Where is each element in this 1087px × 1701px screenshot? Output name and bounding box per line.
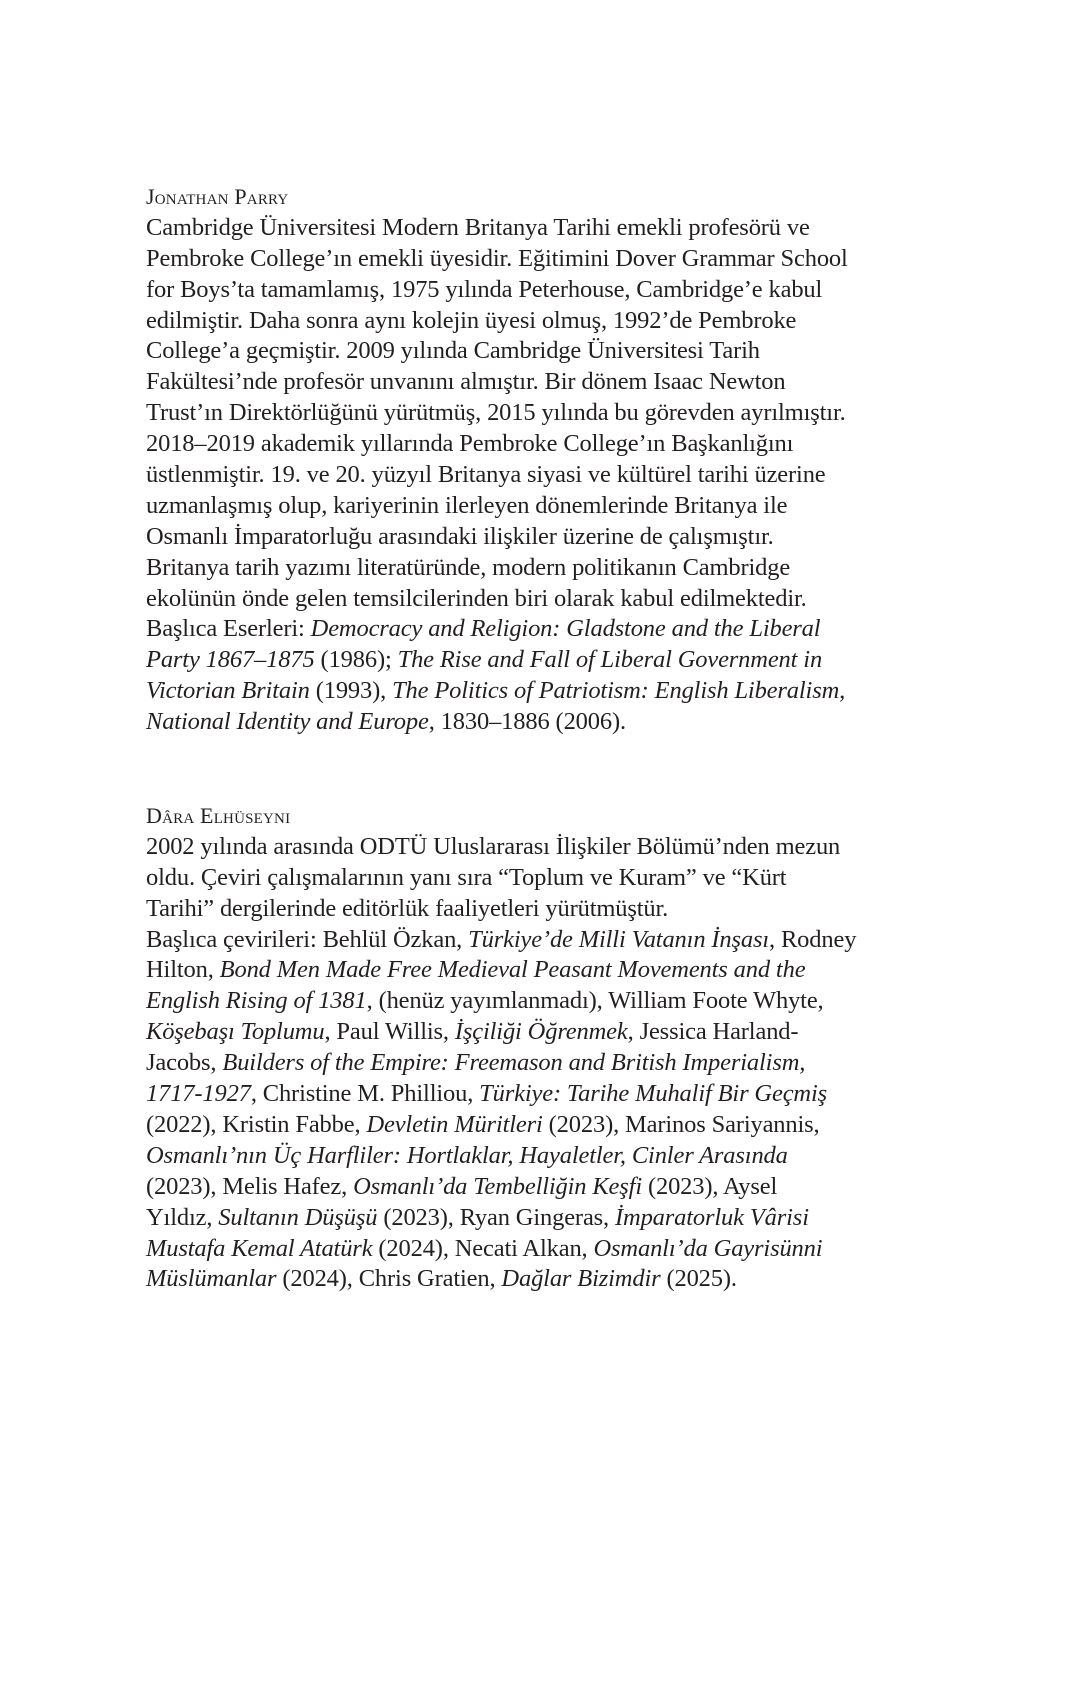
text-run: , Rodney — [769, 925, 857, 953]
text-run: (1993), — [309, 677, 393, 705]
text-run: Tarihi” dergilerinde editörlük faaliyetleri yürütmüştür. — [146, 894, 669, 922]
text-run: 2002 yılında arasında ODTÜ Uluslararası İlişkiler Bölümü’nden mezun — [146, 832, 841, 860]
bio-dara-elhuseyni — [146, 801, 906, 1295]
text-line — [146, 676, 906, 707]
text-line — [146, 244, 906, 275]
text-line — [146, 460, 906, 491]
text-run: (2023), Aysel — [641, 1172, 778, 1200]
text-line — [146, 1017, 906, 1048]
text-run: (2022), Kristin Fabbe, — [146, 1110, 367, 1138]
text-run: Hilton, — [146, 956, 220, 984]
book-title: Mustafa Kemal Atatürk — [146, 1234, 373, 1262]
text-run: (2023), Melis Hafez, — [146, 1172, 354, 1200]
page-body — [146, 182, 906, 1295]
text-run: , Christine M. Philliou, — [250, 1080, 480, 1108]
book-title: Türkiye’de Milli Vatanın İnşası — [468, 925, 770, 953]
text-line — [146, 1141, 906, 1172]
text-line — [146, 553, 906, 584]
text-run: 2018–2019 akademik yıllarında Pembroke College’ın Başkanlığını — [146, 430, 794, 458]
text-run: Trust’ın Direktörlüğünü yürütmüş, 2015 yılında bu görevden ayrılmıştır. — [146, 399, 846, 427]
book-title: İşçiliği Öğrenmek — [454, 1018, 628, 1046]
text-line — [146, 707, 906, 738]
text-line — [146, 491, 906, 522]
text-line — [146, 367, 906, 398]
book-title: National Identity and Europe — [146, 708, 429, 736]
text-line — [146, 1264, 906, 1295]
text-line — [146, 522, 906, 553]
text-run: , 1830–1886 (2006). — [428, 708, 626, 736]
book-title: 1717-1927 — [146, 1080, 251, 1108]
text-line — [146, 1079, 906, 1110]
text-run: edilmiştir. Daha sonra aynı kolejin üyesi olmuş, 1992’de Pembroke — [146, 306, 797, 334]
text-run: , Paul Willis, — [324, 1018, 455, 1046]
book-title: Democracy and Religion: Gladstone and the Liberal — [310, 615, 821, 643]
text-line — [146, 986, 906, 1017]
text-line — [146, 1110, 906, 1141]
text-line — [146, 275, 906, 306]
text-run: Başlıca çevirileri: Behlül Özkan, — [146, 925, 469, 953]
text-run: (2023), Ryan Gingeras, — [377, 1203, 616, 1231]
bio-text — [146, 213, 906, 738]
translator-name: Dâra Elhüseyni — [146, 803, 291, 829]
text-run: Osmanlı İmparatorluğu arasındaki ilişkiler üzerine de çalışmıştır. — [146, 522, 774, 550]
text-line — [146, 894, 906, 925]
text-run: Britanya tarih yazımı literatüründe, modern politikanın Cambridge — [146, 553, 791, 581]
book-title: The Rise and Fall of Liberal Government in — [397, 646, 823, 674]
bio-jonathan-parry — [146, 182, 906, 738]
text-run: (2025). — [660, 1265, 737, 1293]
text-line — [146, 336, 906, 367]
text-run: Yıldız, — [146, 1203, 219, 1231]
bio-text — [146, 832, 906, 1295]
text-run: Jacobs, — [146, 1049, 223, 1077]
book-title: Müslümanlar — [146, 1265, 277, 1293]
text-line — [146, 955, 906, 986]
book-title: Türkiye: Tarihe Muhalif Bir Geçmiş — [479, 1080, 828, 1108]
text-run: Başlıca Eserleri: — [146, 615, 311, 643]
text-line — [146, 863, 906, 894]
book-title: Osmanlı’da Gayrisünni — [593, 1234, 823, 1262]
text-run: (2024), Chris Gratien, — [276, 1265, 502, 1293]
book-title: Bond Men Made Free Medieval Peasant Movements and the — [219, 956, 806, 984]
text-line — [146, 645, 906, 676]
book-title: İmparatorluk Vârisi — [615, 1203, 809, 1231]
text-run: Pembroke College’ın emekli üyesidir. Eğitimini Dover Grammar School — [146, 244, 848, 272]
text-line — [146, 614, 906, 645]
text-line — [146, 429, 906, 460]
book-title: Dağlar Bizimdir — [501, 1265, 661, 1293]
text-run: (2023), Marinos Sariyannis, — [542, 1110, 820, 1138]
text-line — [146, 398, 906, 429]
book-title: Victorian Britain — [146, 677, 310, 705]
text-run: , Jessica Harland- — [627, 1018, 799, 1046]
text-run: for Boys’ta tamamlamış, 1975 yılında Peterhouse, Cambridge’e kabul — [146, 275, 823, 303]
text-line — [146, 1048, 906, 1079]
book-title: Köşebaşı Toplumu — [146, 1018, 325, 1046]
text-line — [146, 1172, 906, 1203]
book-title: Osmanlı’da Tembelliğin Keşfi — [353, 1172, 642, 1200]
book-title: The Politics of Patriotism: English Liberalism, — [392, 677, 846, 705]
text-line — [146, 306, 906, 337]
author-name: Jonathan Parry — [146, 184, 289, 209]
text-line — [146, 1234, 906, 1265]
text-run: oldu. Çeviri çalışmalarının yanı sıra “Toplum ve Kuram” ve “Kürt — [146, 863, 787, 891]
text-line — [146, 584, 906, 615]
text-run: ekolünün önde gelen temsilcilerinden biri olarak kabul edilmektedir. — [146, 584, 807, 612]
text-run: Fakültesi’nde profesör unvanını almıştır. Bir dönem Isaac Newton — [146, 368, 786, 396]
text-run: Cambridge Üniversitesi Modern Britanya Tarihi emekli profesörü ve — [146, 213, 810, 241]
book-title: Builders of the Empire: Freemason and British Imperialism, — [222, 1049, 806, 1077]
text-run: uzmanlaşmış olup, kariyerinin ilerleyen dönemlerinde Britanya ile — [146, 491, 788, 519]
book-title: Party 1867–1875 — [146, 646, 315, 674]
book-title: English Rising of 1381 — [146, 987, 367, 1015]
book-title: Devletin Müritleri — [366, 1110, 543, 1138]
book-title: Osmanlı’nın Üç Harfliler: Hortlaklar, Hayaletler, Cinler Arasında — [146, 1141, 788, 1169]
text-run: (1986); — [314, 646, 398, 674]
book-title: Sultanın Düşüşü — [218, 1203, 378, 1231]
text-run: (2024), Necati Alkan, — [372, 1234, 594, 1262]
text-line — [146, 213, 906, 244]
text-run: College’a geçmiştir. 2009 yılında Cambridge Üniversitesi Tarih — [146, 337, 760, 365]
text-line — [146, 1203, 906, 1234]
text-run: üstlenmiştir. 19. ve 20. yüzyıl Britanya siyasi ve kültürel tarihi üzerine — [146, 461, 826, 489]
text-line — [146, 925, 906, 956]
text-run: , (henüz yayımlanmadı), William Foote Whyte, — [366, 987, 824, 1015]
text-line — [146, 832, 906, 863]
